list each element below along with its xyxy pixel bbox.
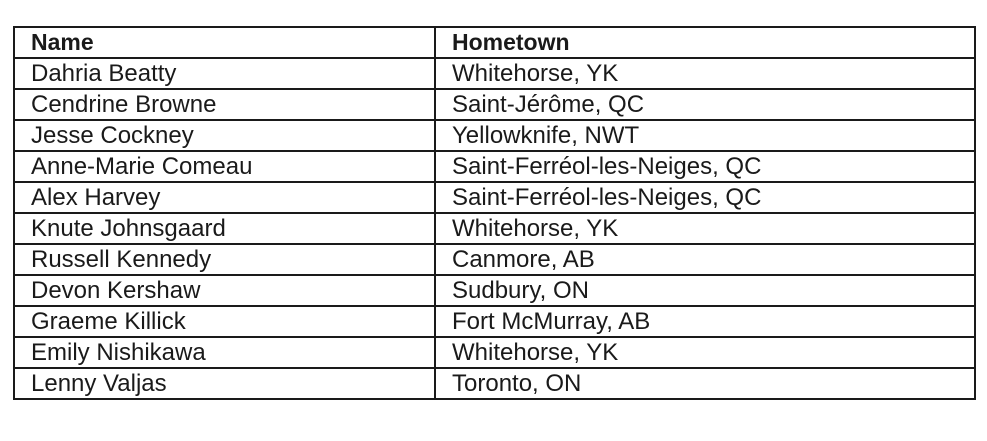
hometown-cell: Saint-Ferréol-les-Neiges, QC — [435, 182, 975, 213]
name-cell: Alex Harvey — [14, 182, 435, 213]
hometown-cell: Saint-Ferréol-les-Neiges, QC — [435, 151, 975, 182]
table-row — [14, 120, 975, 151]
header-row — [14, 27, 975, 58]
table-row — [14, 337, 975, 368]
name-cell: Devon Kershaw — [14, 275, 435, 306]
table-row — [14, 182, 975, 213]
table-row — [14, 58, 975, 89]
table-row — [14, 151, 975, 182]
table-row — [14, 213, 975, 244]
name-cell: Cendrine Browne — [14, 89, 435, 120]
name-cell: Graeme Killick — [14, 306, 435, 337]
hometown-cell: Toronto, ON — [435, 368, 975, 399]
table-row — [14, 368, 975, 399]
table-row — [14, 244, 975, 275]
hometown-cell: Fort McMurray, AB — [435, 306, 975, 337]
hometown-cell: Whitehorse, YK — [435, 213, 975, 244]
hometown-cell: Yellowknife, NWT — [435, 120, 975, 151]
hometown-cell: Whitehorse, YK — [435, 58, 975, 89]
table-row — [14, 89, 975, 120]
name-cell: Lenny Valjas — [14, 368, 435, 399]
table-body — [14, 58, 975, 399]
header-name: Name — [14, 27, 435, 58]
roster-table — [13, 26, 976, 400]
name-cell: Russell Kennedy — [14, 244, 435, 275]
name-cell: Jesse Cockney — [14, 120, 435, 151]
name-cell: Anne-Marie Comeau — [14, 151, 435, 182]
hometown-cell: Canmore, AB — [435, 244, 975, 275]
hometown-cell: Sudbury, ON — [435, 275, 975, 306]
header-hometown: Hometown — [435, 27, 975, 58]
name-cell: Emily Nishikawa — [14, 337, 435, 368]
hometown-cell: Saint-Jérôme, QC — [435, 89, 975, 120]
table-row — [14, 306, 975, 337]
name-cell: Knute Johnsgaard — [14, 213, 435, 244]
table-row — [14, 275, 975, 306]
name-cell: Dahria Beatty — [14, 58, 435, 89]
hometown-cell: Whitehorse, YK — [435, 337, 975, 368]
table-header — [14, 27, 975, 58]
